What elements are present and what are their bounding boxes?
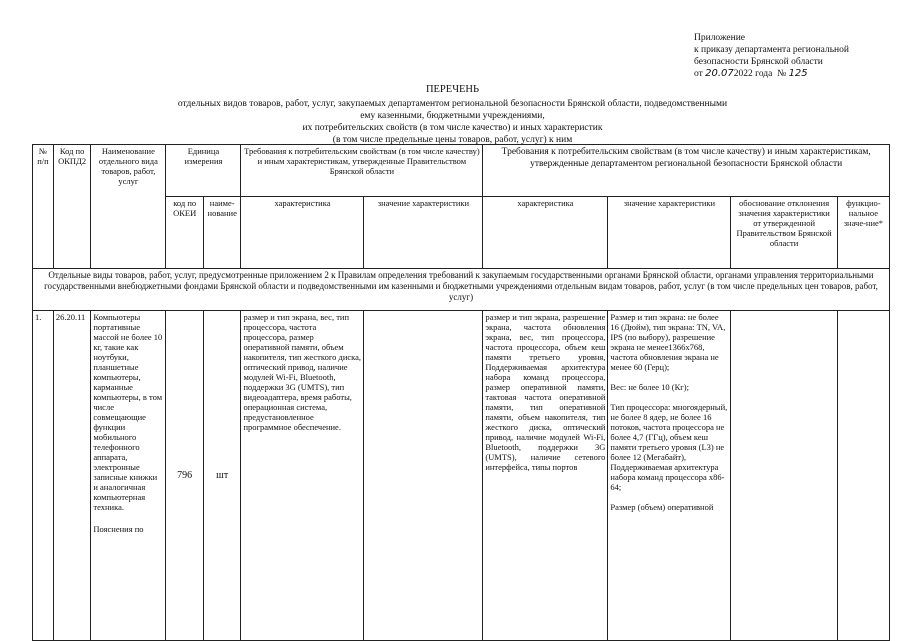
header-unit: Единица измерения: [166, 145, 241, 197]
header-okpd: Код по ОКПД2: [53, 145, 91, 269]
table-row: [33, 311, 890, 641]
row-okei-code: 796: [166, 311, 204, 641]
row-unit-name: шт: [203, 311, 241, 641]
header-justification: обоснование отклонения значения характеристики от утвержденной Правительством Брянской области: [731, 197, 837, 269]
row-gov-char: размер и тип экрана, вес, тип процессора, частота процессора, размер оперативной памяти, объем накопителя, тип жесткого диска, оптический привод, наличие модулей Wi-Fi, Bluetooth, поддержки 3G (UMTS), тип видеоадаптера, время работы, операционная система, предустановленное программное обеспечение.: [241, 311, 364, 641]
title-line3: их потребительских свойств (в том числе качество) и иных характеристик: [302, 123, 603, 133]
header-dept-value: значение характеристики: [608, 197, 731, 269]
row-functional: [837, 311, 889, 641]
row-dept-value-4: Размер (объем) оперативной: [610, 502, 714, 512]
header-gov-req: Требования к потребительским свойствам (в том числе качеству) и иным характеристикам, утвержденные Правительством Брянской области: [241, 145, 483, 197]
header-unit-name: наиме-нование: [203, 197, 241, 269]
title-line4: (в том числе предельные цены товаров, работ, услуг) к ним: [332, 135, 573, 145]
header-okei-code: код по ОКЕИ: [166, 197, 204, 269]
title-heading: ПЕРЕЧЕНЬ: [425, 84, 480, 95]
appendix-line3: безопасности Брянской области: [694, 57, 823, 67]
header-dept-char: характеристика: [483, 197, 608, 269]
header-num: № п/п: [33, 145, 54, 269]
date-suffix: 2022 года: [733, 69, 773, 79]
row-num: 1.: [33, 311, 54, 641]
row-dept-value-1: Размер и тип экрана: не более 16 (Дюйм), тип экрана: TN, VA, IPS (по выбору), разрешение экрана не менее1366x768, частота обновления экрана не менее 60 (Герц);: [610, 312, 726, 372]
number-handwritten: 125: [788, 68, 808, 79]
header-gov-value: значение характеристики: [364, 197, 483, 269]
title-line1: отдельных видов товаров, работ, услуг, закупаемых департаментом региональной безопасности Брянской области, подведомственными: [177, 99, 728, 109]
row-name-cell: [91, 311, 166, 641]
row-name-note: Пояснения по: [93, 524, 144, 534]
title-line2: ему казенными, бюджетными учреждениями,: [360, 111, 545, 121]
row-dept-char: размер и тип экрана, разрешение экрана, частота обновления экрана, вес, тип процессора, частота процессора, объем кеш памяти третьего уровня, Поддерживаемая архитектура набора команд процессора, размер оперативной памяти, тактовая частота оперативной памяти, тип оперативной памяти, объем накопителя, тип жесткого диска, оптический привод, наличие модулей Wi-Fi, Bluetooth, поддержки 3G (UMTS), наличие сетевого интерфейса, типы портов: [483, 311, 608, 641]
header-dept-req: Требования к потребительским свойствам (в том числе качеству) и иным характеристикам, утвержденные департаментом региональной безопасности Брянской области: [483, 145, 890, 197]
number-prefix: №: [777, 69, 787, 79]
header-functional: функцио-нальное значе-ние*: [837, 197, 889, 269]
date-handwritten: 20.07: [705, 68, 734, 79]
row-dept-value-cell: [608, 311, 731, 641]
document-title: [0, 84, 905, 146]
row-dept-value-2: Вес: не более 10 (Кг);: [610, 382, 689, 392]
row-dept-value-3: Тип процессора: многоядерный, не более 8 ядер, не более 16 потоков, частота процессора не более 4,7 (ГГц), объем кеш памяти третьего уровня (L3) не более 12 (Мегабайт), Поддерживаемая архитектура набора команд процессора x86-64;: [610, 402, 728, 492]
row-okpd: 26.20.11: [53, 311, 91, 641]
row-justification: [731, 311, 837, 641]
date-prefix: от: [694, 69, 703, 79]
appendix-date-line: [694, 68, 849, 80]
appendix-line2: к приказу департамента региональной: [694, 45, 849, 55]
header-gov-char: характеристика: [241, 197, 364, 269]
requirements-table: [32, 144, 890, 641]
appendix-block: [694, 32, 849, 80]
row-name: Компьютеры портативные массой не более 10 кг, такие как ноутбуки, планшетные компьютеры, карманные компьютеры, в том числе совмещающие функции мобильного телефонного аппарата, электронные записные книжки и аналогичная компьютерная техника.: [93, 312, 163, 512]
header-name: Наименование отдельного вида товаров, работ, услуг: [91, 145, 166, 269]
row-gov-value: [364, 311, 483, 641]
section-row: Отдельные виды товаров, работ, услуг, предусмотренные приложением 2 к Правилам определения требований к закупаемым государственными органами Брянской области, органами управления территориальными государственными внебюджетными фондами Брянской области и подведомственными им казенными и бюджетными учреждениями отдельным видам товаров, работ, услуг (в том числе предельных цен товаров, работ, услуг): [33, 269, 890, 311]
appendix-line1: Приложение: [694, 33, 745, 43]
